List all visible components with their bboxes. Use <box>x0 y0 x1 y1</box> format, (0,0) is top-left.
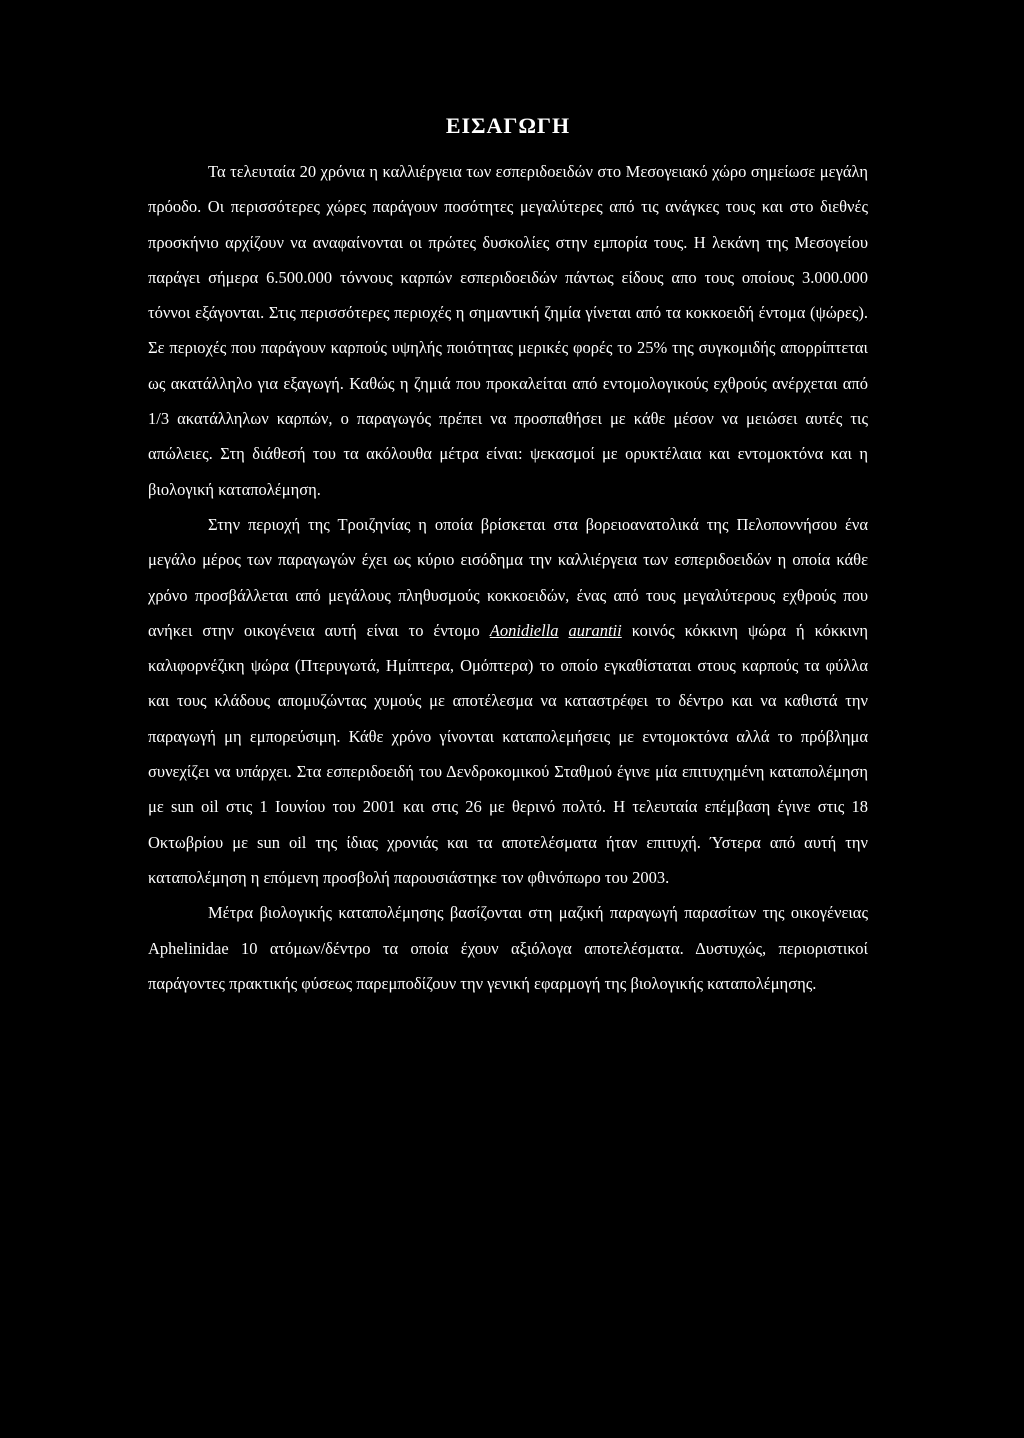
paragraph-intro: Τα τελευταία 20 χρόνια η καλλιέργεια των εσπεριδοειδών στο Μεσογειακό χώρο σημείωσε μεγάλη πρόοδο. Οι περισσότερες χώρες παράγουν ποσότητες μεγαλύτερες από τις ανάγκες τους και στο διεθνές προσκήνιο αρχίζουν να αναφαίνονται οι πρώτες δυσκολίες στην εμπορία τους. Η λεκάνη της Μεσογείου παράγει σήμερα 6.500.000 τόννους καρπών εσπεριδοειδών πάντως είδους απο τους οποίους 3.000.000 τόννοι εξάγονται. Στις περισσότερες περιοχές η σημαντική ζημία γίνεται από τα κοκκοειδή έντομα (ψώρες). Σε περιοχές που παράγουν καρπούς υψηλής ποιότητας μερικές φορές το 25% της συγκομιδής απορρίπτεται ως ακατάλληλο για εξαγωγή. Καθώς η ζημιά που προκαλείται από εντομολογικούς εχθρούς ανέρχεται από 1/3 ακατάλληλων καρπών, ο παραγωγός πρέπει να προσπαθήσει με κάθε μέσον να μειώσει αυτές τις απώλειες. Στη διάθεσή του τα ακόλουθα μέτρα είναι: ψεκασμοί με ορυκτέλαια και εντομοκτόνα και η βιολογική καταπολέμηση. <box>148 162 868 499</box>
paragraph-biological-control: Μέτρα βιολογικής καταπολέμησης βασίζονται στη μαζική παραγωγή παρασίτων της οικογένειας Aphelinidae 10 ατόμων/δέντρο τα οποία έχουν αξιόλογα αποτελέσματα. Δυστυχώς, περιοριστικοί παράγοντες πρακτικής φύσεως παρεμποδίζουν την γενική εφαρμογή της βιολογικής καταπολέμησης. <box>148 903 868 993</box>
document-body <box>148 112 868 1001</box>
page-title: ΕΙΣΑΓΩΓΗ <box>445 113 571 138</box>
paragraph-troizinia <box>148 507 868 895</box>
paragraph-troizinia-text-2: κοινός κόκκινη ψώρα ή κόκκινη καλιφορνέζικη ψώρα (Πτερυγωτά, Ημίπτερα, Ομόπτερα) το οποίο εγκαθίσταται στους καρπούς τα φύλλα και τους κλάδους απομυζώντας χυμούς με αποτέλεσμα να καταστρέφει το δέντρο και να καθιστά την παραγωγή μη εμπορεύσιμη. Κάθε χρόνο γίνονται καταπολεμήσεις με εντομοκτόνα αλλά το πρόβλημα συνεχίζει να υπάρχει. Στα εσπεριδοειδή του Δενδροκομικού Σταθμού έγινε μία επιτυχημένη καταπολέμηση με sun oil στις 1 Ιουνίου του 2001 και στις 26 με θερινό πολτό. Η τελευταία επέμβαση έγινε στις 18 Οκτωβρίου με sun oil της ίδιας χρονιάς και τα αποτελέσματα ήταν επιτυχή. Ύστερα από αυτή την καταπολέμηση η επόμενη προσβολή παρουσιάστηκε τον φθινόπωρο του 2003. <box>148 620 868 887</box>
species-name: aurantii <box>568 620 622 640</box>
paragraph-troizinia-text-1: Στην περιοχή της Τροιζηνίας η οποία βρίσκεται στα βορειοανατολικά της Πελοποννήσου ένα μεγάλο μέρος των παραγωγών έχει ως κύριο εισόδημα την καλλιέργεια των εσπεριδοειδών η οποία κάθε χρόνο προσβάλλεται από μεγάλους πληθυσμούς κοκκοειδών, ένας από τους μεγαλύτερους εχθρούς που ανήκει στην οικογένεια αυτή είναι το έντομο <box>148 514 868 640</box>
species-genus: Aonidiella <box>489 620 559 640</box>
